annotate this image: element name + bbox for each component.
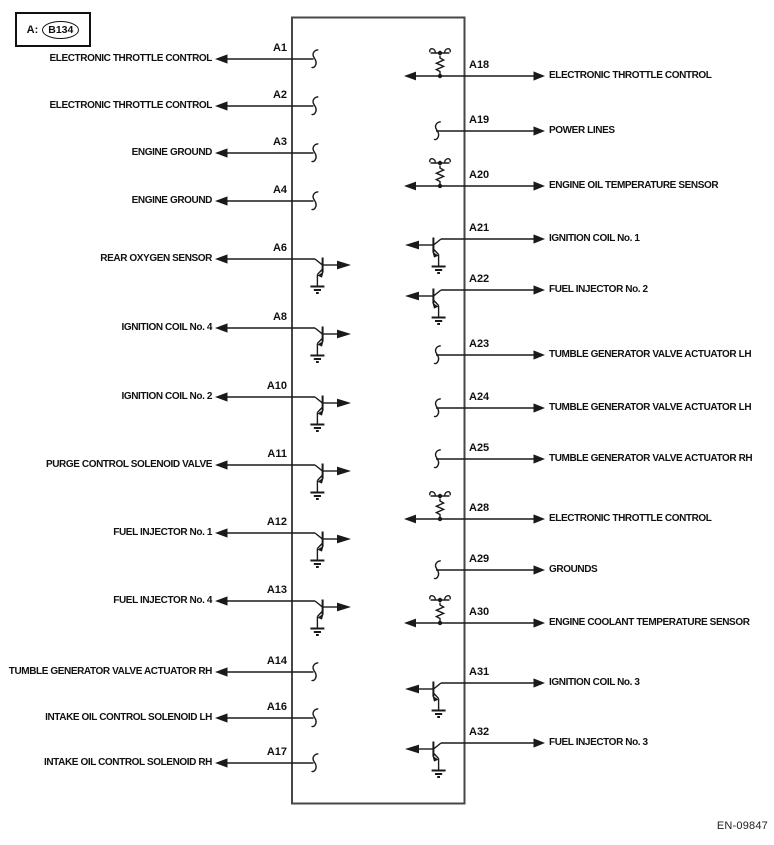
pin-number-label: A24 bbox=[469, 391, 490, 403]
flow-arrow-icon bbox=[215, 528, 228, 537]
pin-number-label: A11 bbox=[267, 448, 287, 460]
pullup-resistor-icon bbox=[430, 596, 451, 626]
pin-row-A3 bbox=[215, 144, 318, 162]
flow-arrow-icon bbox=[534, 285, 546, 294]
pin-function-label: IGNITION COIL No. 4 bbox=[121, 322, 212, 333]
pin-row-A12 bbox=[215, 528, 351, 567]
driver-transistor-icon bbox=[405, 238, 446, 274]
pin-function-label: TUMBLE GENERATOR VALVE ACTUATOR RH bbox=[549, 453, 753, 464]
flow-arrow-icon bbox=[404, 72, 416, 81]
flow-arrow-icon bbox=[534, 454, 546, 463]
pin-number-label: A14 bbox=[266, 655, 287, 667]
flow-arrow-icon bbox=[215, 196, 228, 205]
pin-row-A31 bbox=[405, 678, 545, 717]
flow-arrow-icon bbox=[534, 403, 546, 412]
flow-arrow-icon bbox=[534, 126, 546, 135]
pin-number-label: A8 bbox=[272, 311, 287, 323]
pin-number-label: A21 bbox=[469, 222, 490, 234]
pin-number-label: A23 bbox=[469, 338, 490, 350]
connector-id-oval: B134 bbox=[42, 21, 79, 39]
pin-number-label: A16 bbox=[266, 701, 287, 713]
flow-arrow-icon bbox=[534, 565, 546, 574]
pin-number-label: A20 bbox=[469, 169, 490, 181]
pin-row-A2 bbox=[215, 97, 318, 115]
flow-arrow-icon bbox=[215, 460, 228, 469]
pin-number-label: A17 bbox=[266, 746, 287, 758]
pin-row-A6 bbox=[215, 254, 351, 293]
pin-row-A25 bbox=[434, 450, 545, 468]
pin-function-label: FUEL INJECTOR No. 1 bbox=[113, 527, 212, 538]
pin-function-label: ELECTRONIC THROTTLE CONTROL bbox=[549, 70, 712, 81]
pin-row-A24 bbox=[434, 399, 545, 417]
figure-code: EN-09847 bbox=[716, 820, 768, 832]
pin-function-label: POWER LINES bbox=[549, 125, 615, 136]
driver-transistor-icon bbox=[310, 396, 351, 432]
flow-arrow-icon bbox=[404, 515, 416, 524]
pin-function-label: REAR OXYGEN SENSOR bbox=[100, 253, 212, 264]
pin-function-label: IGNITION COIL No. 3 bbox=[549, 677, 640, 688]
pin-function-label: ELECTRONIC THROTTLE CONTROL bbox=[549, 513, 712, 524]
pin-number-label: A13 bbox=[266, 584, 287, 596]
flow-arrow-icon bbox=[215, 713, 228, 722]
pin-rows bbox=[215, 49, 545, 777]
driver-transistor-icon bbox=[310, 258, 351, 294]
flow-arrow-icon bbox=[534, 618, 546, 627]
pin-number-label: A29 bbox=[469, 553, 490, 565]
pin-function-label: GROUNDS bbox=[549, 564, 598, 575]
flow-arrow-icon bbox=[215, 758, 228, 767]
pin-function-label: FUEL INJECTOR No. 3 bbox=[549, 737, 648, 748]
pin-function-label: FUEL INJECTOR No. 4 bbox=[113, 595, 212, 606]
flow-arrow-icon bbox=[215, 392, 228, 401]
pullup-resistor-icon bbox=[430, 49, 451, 79]
pin-row-A19 bbox=[434, 122, 545, 140]
pin-number-label: A18 bbox=[469, 59, 490, 71]
pin-function-label: ENGINE OIL TEMPERATURE SENSOR bbox=[549, 180, 719, 191]
pin-number-label: A30 bbox=[469, 606, 490, 618]
pin-function-label: PURGE CONTROL SOLENOID VALVE bbox=[45, 459, 212, 470]
pullup-resistor-icon bbox=[430, 492, 451, 522]
pin-function-label: TUMBLE GENERATOR VALVE ACTUATOR LH bbox=[549, 349, 752, 360]
pin-function-label: INTAKE OIL CONTROL SOLENOID RH bbox=[43, 757, 212, 768]
flow-arrow-icon bbox=[534, 71, 546, 80]
pin-function-label: INTAKE OIL CONTROL SOLENOID LH bbox=[45, 712, 212, 723]
flow-arrow-icon bbox=[404, 619, 416, 628]
pin-number-label: A12 bbox=[266, 516, 287, 528]
flow-arrow-icon bbox=[534, 234, 546, 243]
pin-row-A4 bbox=[215, 192, 318, 210]
driver-transistor-icon bbox=[310, 532, 351, 568]
pin-number-label: A28 bbox=[469, 502, 490, 514]
pin-row-A32 bbox=[405, 738, 545, 777]
pin-function-label: ENGINE GROUND bbox=[131, 147, 212, 158]
flow-arrow-icon bbox=[215, 101, 228, 110]
driver-transistor-icon bbox=[310, 327, 351, 363]
flow-arrow-icon bbox=[404, 182, 416, 191]
pin-row-A8 bbox=[215, 323, 351, 362]
pin-row-A22 bbox=[405, 285, 545, 324]
pin-function-label: TUMBLE GENERATOR VALVE ACTUATOR RH bbox=[8, 666, 212, 677]
flow-arrow-icon bbox=[534, 514, 546, 523]
pin-row-A29 bbox=[434, 561, 545, 579]
pin-number-label: A19 bbox=[469, 114, 490, 126]
pin-function-label: TUMBLE GENERATOR VALVE ACTUATOR LH bbox=[549, 402, 752, 413]
driver-transistor-icon bbox=[310, 600, 351, 636]
pullup-resistor-icon bbox=[430, 159, 451, 189]
pin-number-label: A22 bbox=[469, 273, 490, 285]
pin-row-A11 bbox=[215, 460, 351, 499]
pin-function-label: FUEL INJECTOR No. 2 bbox=[549, 284, 648, 295]
flow-arrow-icon bbox=[215, 254, 228, 263]
pin-number-label: A25 bbox=[469, 442, 490, 454]
flow-arrow-icon bbox=[215, 667, 228, 676]
pin-number-label: A3 bbox=[272, 136, 287, 148]
flow-arrow-icon bbox=[534, 350, 546, 359]
flow-arrow-icon bbox=[534, 738, 546, 747]
pin-number-label: A4 bbox=[272, 184, 287, 196]
pin-row-A23 bbox=[434, 346, 545, 364]
pin-number-label: A6 bbox=[272, 242, 287, 254]
pin-row-A21 bbox=[405, 234, 545, 273]
pin-number-label: A10 bbox=[266, 380, 287, 392]
flow-arrow-icon bbox=[534, 678, 546, 687]
pin-number-label: A31 bbox=[469, 666, 490, 678]
pin-number-label: A1 bbox=[272, 42, 287, 54]
connector-prefix-label: A: bbox=[26, 23, 39, 36]
flow-arrow-icon bbox=[215, 148, 228, 157]
pin-function-label: IGNITION COIL No. 2 bbox=[121, 391, 212, 402]
pin-function-label: ENGINE GROUND bbox=[131, 195, 212, 206]
pin-function-label: ELECTRONIC THROTTLE CONTROL bbox=[49, 53, 212, 64]
pin-row-A13 bbox=[215, 596, 351, 635]
pin-number-label: A2 bbox=[272, 89, 287, 101]
driver-transistor-icon bbox=[405, 682, 446, 718]
pin-function-label: IGNITION COIL No. 1 bbox=[549, 233, 640, 244]
pin-number-label: A32 bbox=[469, 726, 490, 738]
driver-transistor-icon bbox=[310, 464, 351, 500]
pin-function-label: ENGINE COOLANT TEMPERATURE SENSOR bbox=[549, 617, 750, 628]
flow-arrow-icon bbox=[215, 323, 228, 332]
flow-arrow-icon bbox=[215, 54, 228, 63]
pin-row-A10 bbox=[215, 392, 351, 431]
pin-row-A1 bbox=[215, 50, 318, 68]
flow-arrow-icon bbox=[534, 181, 546, 190]
pin-function-label: ELECTRONIC THROTTLE CONTROL bbox=[49, 100, 212, 111]
driver-transistor-icon bbox=[405, 742, 446, 778]
driver-transistor-icon bbox=[405, 289, 446, 325]
flow-arrow-icon bbox=[215, 596, 228, 605]
